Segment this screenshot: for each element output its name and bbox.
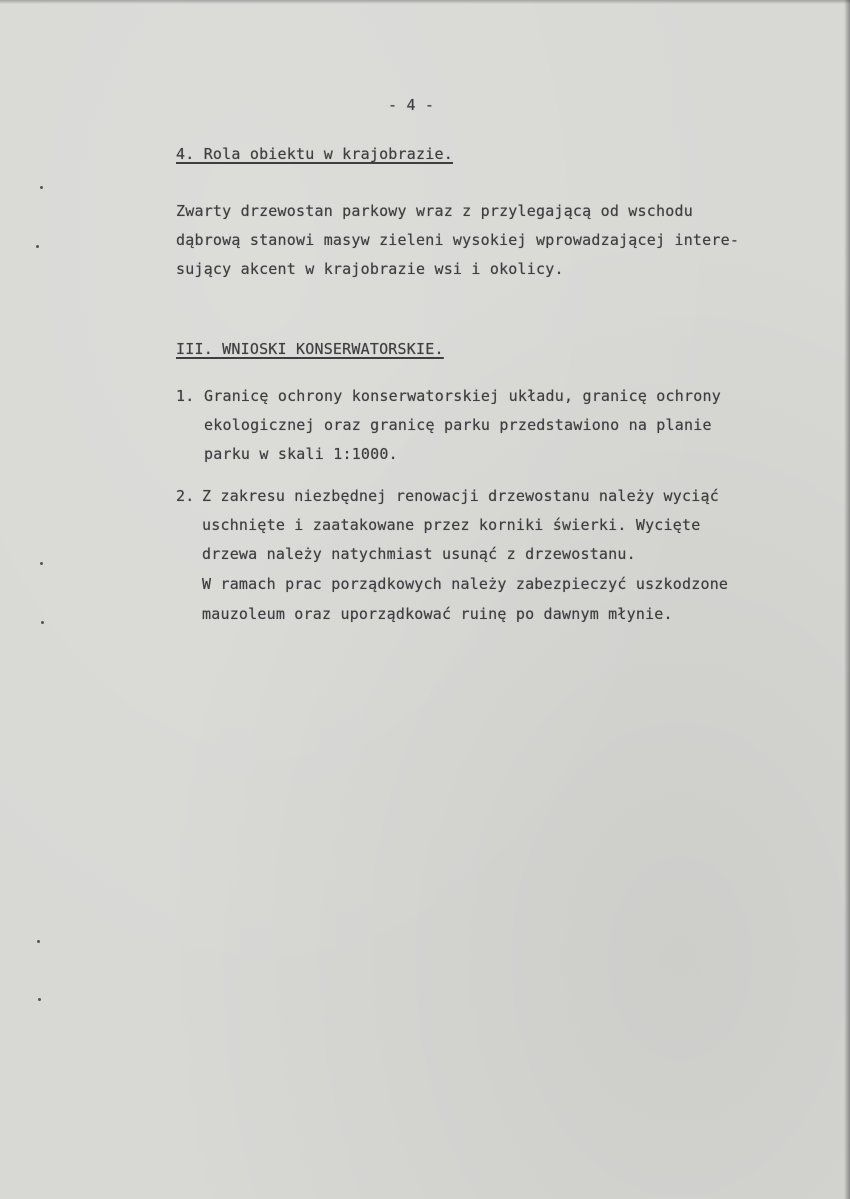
page-number: - 4 -: [388, 96, 435, 114]
page-top-edge: [0, 0, 850, 4]
item-2-line-3: drzewa należy natychmiast usunąć z drzewostanu.: [202, 545, 636, 563]
item-1-line-2: ekologicznej oraz granicę parku przedstawiono na planie: [204, 416, 712, 434]
page-right-edge: [844, 0, 850, 1199]
section-4-heading: 4. Rola obiektu w krajobrazie.: [176, 145, 453, 163]
margin-speck: [40, 186, 43, 189]
margin-speck: [36, 245, 39, 248]
section-4-line-1: Zwarty drzewostan parkowy wraz z przylegającą od wschodu: [176, 202, 693, 220]
margin-speck: [40, 562, 43, 565]
item-2-line-4: W ramach prac porządkowych należy zabezpieczyć uszkodzone: [202, 575, 729, 593]
section-4-line-2: dąbrową stanowi masyw zieleni wysokiej wprowadzającej intere-: [176, 231, 740, 249]
margin-speck: [37, 940, 40, 943]
item-2-line-5: mauzoleum oraz uporządkować ruinę po dawnym młynie.: [202, 605, 673, 623]
section-iii-heading: III. WNIOSKI KONSERWATORSKIE.: [176, 340, 444, 358]
item-1-number: 1.: [176, 387, 195, 405]
item-1-line-1: Granicę ochrony konserwatorskiej układu, granicę ochrony: [204, 387, 721, 405]
section-4-line-3: sujący akcent w krajobrazie wsi i okolicy.: [176, 260, 564, 278]
item-2-line-1: Z zakresu niezbędnej renowacji drzewostanu należy wyciąć: [202, 487, 719, 505]
margin-speck: [41, 621, 44, 624]
item-2-number: 2.: [176, 487, 195, 505]
item-2-line-2: uschnięte i zaatakowane przez korniki świerki. Wycięte: [202, 516, 701, 534]
item-1-line-3: parku w skali 1:1000.: [204, 445, 398, 463]
margin-speck: [38, 998, 41, 1001]
